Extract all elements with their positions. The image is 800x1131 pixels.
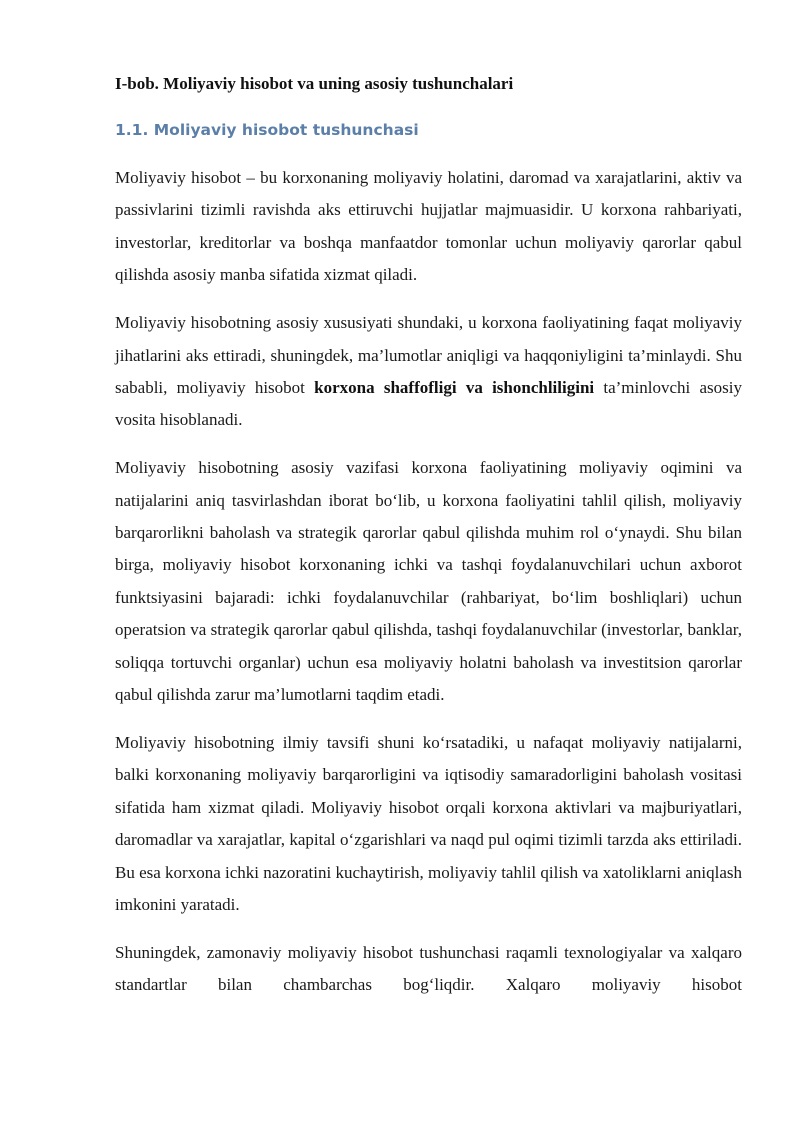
chapter-title: I-bob. Moliyaviy hisobot va uning asosiy tushunchalari bbox=[115, 74, 514, 93]
paragraph-main-task: Moliyaviy hisobotning asosiy vazifasi korxona faoliyatining moliyaviy oqimini va natijalarini aniq tasvirlashdan iborat bo‘lib, u korxona faoliyatini tahlil qilish, moliyaviy barqarorlikni baholash va strategik qarorlar qabul qilishda muhim rol o‘ynaydi. Shu bilan birga, moliyaviy hisobot korxonaning ichki va tashqi foydalanuvchilari uchun axborot funktsiyasini bajaradi: ichki foydalanuvchilar (rahbariyat, bo‘lim boshliqlari) uchun operatsion va strategik qarorlar qabul qilishda, tashqi foydalanuvchilar (investorlar, banklar, soliqqa tortuvchi organlar) uchun esa moliyaviy holatni baholash va investitsion qarorlar qabul qilishda zarur ma’lumotlarni taqdim etadi. bbox=[115, 458, 742, 705]
section-title: 1.1. Moliyaviy hisobot tushunchasi bbox=[115, 121, 419, 139]
paragraph-features bbox=[115, 307, 742, 437]
paragraph-features-bold-phrase: korxona shaffofligi va ishonchliligini bbox=[314, 377, 595, 397]
paragraph-scientific-description: Moliyaviy hisobotning ilmiy tavsifi shuni ko‘rsatadiki, u nafaqat moliyaviy natijalarni, balki korxonaning moliyaviy barqarorligini va iqtisodiy samaradorligini baholash vositasi sifatida ham xizmat qiladi. Moliyaviy hisobot orqali korxona aktivlari va majburiyatlari, daromadlar va xarajatlar, kapital o‘zgarishlari va naqd pul oqimi tizimli tarzda aks ettiriladi. Bu esa korxona ichki nazoratini kuchaytirish, moliyaviy tahlil qilish va xatoliklarni aniqlash imkonini yaratadi. bbox=[115, 733, 742, 915]
paragraph-modern-concept: Shuningdek, zamonaviy moliyaviy hisobot tushunchasi raqamli texnologiyalar va xalqaro standartlar bilan chambarchas bog‘liqdir. Xalqaro moliyaviy hisobot bbox=[115, 942, 742, 995]
document-body bbox=[115, 72, 742, 1002]
paragraph-features-text-start: Moliyaviy hisobotning asosiy xususiyati shundaki, u korxona faoliyatining faqat moliyaviy jihatlarini aks ettiradi, shuningdek, ma’lumotlar aniqligi va haqqoniyligini ta’minlaydi. Shu sababli, moliyaviy hisobot bbox=[115, 313, 742, 397]
paragraph-features-text-end: ta’minlovchi asosiy vosita hisoblanadi. bbox=[115, 377, 742, 430]
paragraph-definition: Moliyaviy hisobot – bu korxonaning moliyaviy holatini, daromad va xarajatlarini, aktiv va passivlarini tizimli ravishda aks ettiruvchi hujjatlar majmuasidir. U korxona rahbariyati, investorlar, kreditorlar va boshqa manfaatdor tomonlar uchun moliyaviy qarorlar qabul qilishda asosiy manba sifatida xizmat qiladi. bbox=[115, 168, 742, 285]
